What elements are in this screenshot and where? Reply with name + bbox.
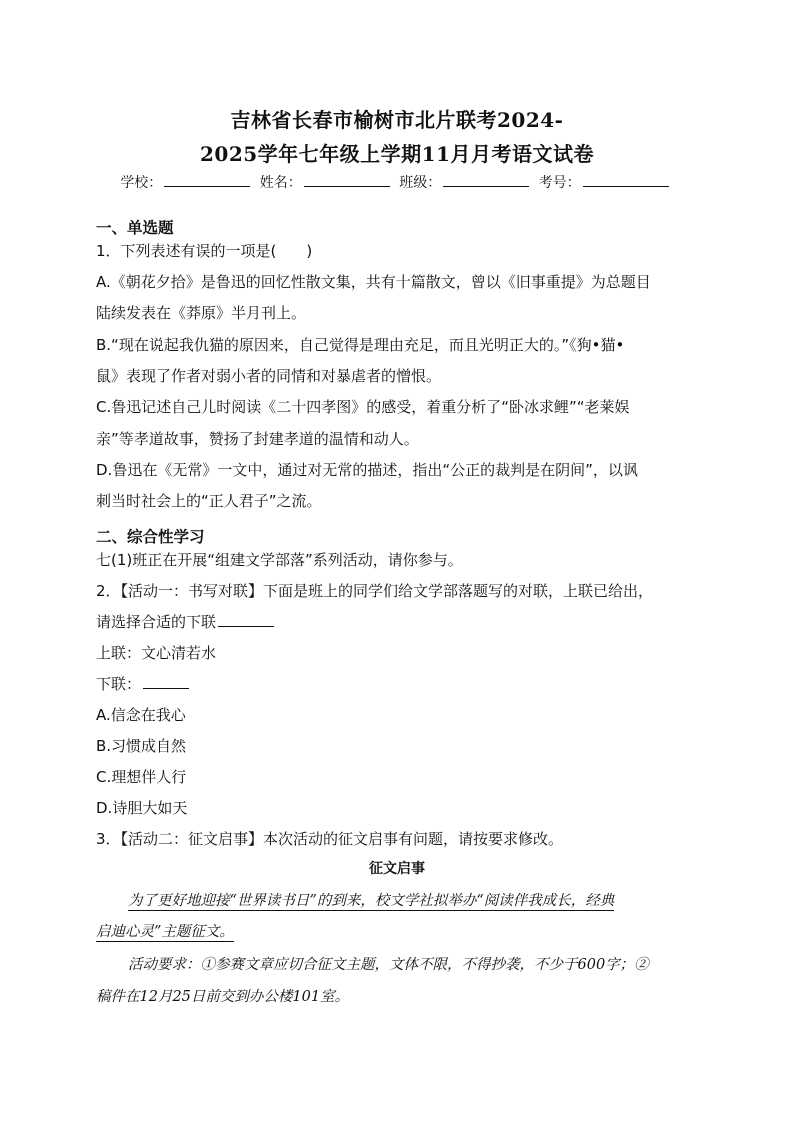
school-blank[interactable]: [164, 174, 250, 187]
q1-option-c-line1: C.鲁迅记述自己儿时阅读《二十四孝图》的感受，着重分析了“卧冰求鲤”“老莱娱: [96, 398, 630, 416]
q1-option-b-line2: 鼠》表现了作者对弱小者的同情和对暴虐者的憎恨。: [96, 367, 442, 385]
q2-stem-line2: [96, 611, 274, 632]
notice-p1-line1-text: 为了更好地迎接“世界读书日”的到来，校文学社拟举办“阅读伴我成长，经典: [128, 893, 615, 909]
section2-heading: 二、综合性学习: [96, 528, 205, 546]
exam-no-blank[interactable]: [583, 174, 669, 187]
q2-stem-line2-text: 请选择合适的下联: [96, 613, 217, 631]
q1-stem: 1．下列表述有误的一项是( ): [96, 242, 313, 260]
q2-option-d: D.诗胆大如天: [96, 799, 188, 817]
notice-title: 征文启事: [369, 861, 425, 877]
q2-option-b: B.习惯成自然: [96, 737, 187, 755]
q2-lower-couplet: [96, 673, 189, 694]
q1-option-c-line2: 亲”等孝道故事，赞扬了封建孝道的温情和动人。: [96, 430, 419, 448]
notice-p2-line2: 稿件在12月25日前交到办公楼101室。: [96, 989, 350, 1005]
class-label: 班级：: [399, 175, 442, 191]
q1-option-d-line2: 刺当时社会上的“正人君子”之流。: [96, 492, 322, 510]
school-label: 学校：: [120, 175, 163, 191]
section2-intro: 七(1)班正在开展“组建文学部落”系列活动，请你参与。: [96, 551, 463, 569]
q1-option-b-line1: B.“现在说起我仇猫的原因来，自己觉得是理由充足，而且光明正大的。”《狗•猫•: [96, 336, 625, 354]
name-blank[interactable]: [304, 174, 390, 187]
q2-lower-blank[interactable]: [143, 676, 189, 689]
q2-stem-line1: 2．【活动一：书写对联】下面是班上的同学们给文学部落题写的对联，上联已给出，: [96, 582, 654, 600]
q1-option-a-line1: A.《朝花夕拾》是鲁迅的回忆性散文集，共有十篇散文，曾以《旧事重提》为总题目: [96, 273, 651, 291]
notice-p2-line1: 活动要求：①参赛文章应切合征文主题，文体不限，不得抄袭，不少于600字；②: [128, 957, 649, 973]
section1-heading: 一、单选题: [96, 219, 174, 237]
notice-p1-line2: [96, 920, 234, 941]
exam-title-line1: 吉林省长春市榆树市北片联考2024-: [230, 108, 564, 132]
exam-no-label: 考号：: [538, 175, 581, 191]
q1-option-a-line2: 陆续发表在《莽原》半月刊上。: [96, 304, 307, 322]
student-info-row: [0, 172, 794, 192]
q2-option-c: C.理想伴人行: [96, 768, 187, 786]
q2-lower-label: 下联：: [96, 675, 142, 693]
notice-p1-line1: [128, 889, 614, 910]
class-blank[interactable]: [443, 174, 529, 187]
name-label: 姓名：: [259, 175, 302, 191]
q3-stem: 3．【活动二：征文启事】本次活动的征文启事有问题，请按要求修改。: [96, 830, 564, 848]
exam-title-line2: 2025学年七年级上学期11月月考语文试卷: [200, 142, 594, 166]
q2-answer-blank[interactable]: [218, 614, 274, 627]
q2-upper-couplet: 上联：文心清若水: [96, 644, 217, 662]
q1-option-d-line1: D.鲁迅在《无常》一文中，通过对无常的描述，指出“公正的裁判是在阴间”，以讽: [96, 461, 638, 479]
notice-p1-line2-text: 启迪心灵”主题征文。: [96, 924, 234, 940]
q2-option-a: A.信念在我心: [96, 706, 186, 724]
